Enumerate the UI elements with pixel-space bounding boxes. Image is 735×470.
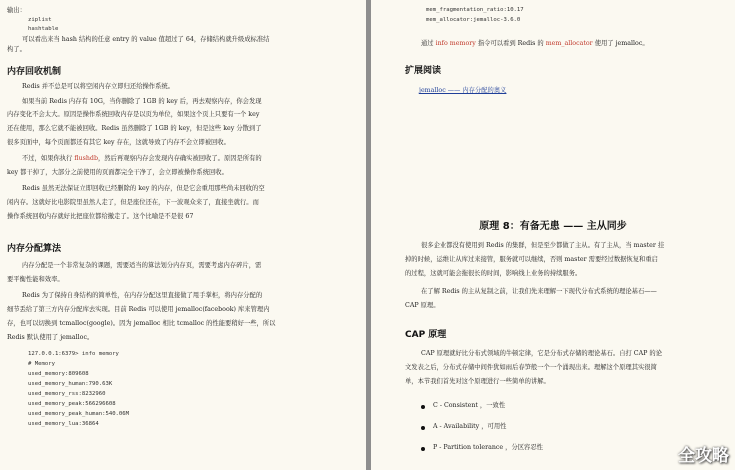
section-heading-further-reading: 扩展阅读 bbox=[405, 66, 442, 76]
bullet-item-consistent: C - Consistent ，一致性 bbox=[433, 402, 506, 409]
chapter-title: 原理 8：有备无患 —— 主从同步 bbox=[479, 221, 627, 232]
paragraph-line: Redis 为了保持自身结构的简单性，在内存分配这里直接做了甩手掌柜，将内存分配的 bbox=[22, 292, 263, 299]
bullet-item-partition: P - Partition tolerance ，分区容忍性 bbox=[433, 444, 543, 451]
paragraph-line: 不过，如果你执行 flushdb，然后再观察内存会发现内存确实被回收了。原因是所有的 bbox=[22, 155, 262, 162]
section-heading-memory-reclaim: 内存回收机制 bbox=[7, 67, 62, 77]
paragraph-line: 单，本节我们首先对这个原理进行一些简单的讲解。 bbox=[405, 378, 550, 385]
bullet-item-availability: A - Availability ，可用性 bbox=[433, 423, 507, 430]
paragraph-line: CAP 原理就好比分布式领域的牛顿定律，它是分布式存储的理论基石。自打 CAP 的论 bbox=[421, 350, 663, 357]
paragraph-line: CAP 原理。 bbox=[405, 302, 440, 309]
code-line: mem_allocator:jemalloc-3.6.0 bbox=[426, 17, 521, 23]
paragraph-line: key 都干掉了，大部分之前使用的页面都完全干净了，会立即被操作系统回收。 bbox=[7, 169, 228, 176]
code-line: # Memory bbox=[28, 361, 55, 367]
bullet-icon bbox=[421, 447, 425, 451]
bullet-icon bbox=[421, 405, 425, 409]
watermark-logo: 全攻略 bbox=[678, 446, 729, 466]
code-line: used_memory_lua:36864 bbox=[28, 421, 99, 427]
paragraph-line: 文发表之后，分布式存储中间件犹如雨后春笋般一个一个涌现出来。理解这个原理其实很简 bbox=[405, 364, 657, 371]
right-page bbox=[371, 0, 735, 470]
section-heading-cap: CAP 原理 bbox=[405, 330, 447, 340]
code-line: used_memory_human:790.63K bbox=[28, 381, 113, 387]
code-line: used_memory_rss:8232960 bbox=[28, 391, 106, 397]
code-line: mem_fragmentation_ratio:10.17 bbox=[426, 7, 524, 13]
code-line: hashtable bbox=[28, 26, 59, 32]
paragraph-line: 内存变化不会太大。原因是操作系统回收内存是以页为单位，如果这个页上只要有一个 key bbox=[7, 111, 260, 118]
paragraph-line: Redis 默认使用了 jemalloc。 bbox=[7, 334, 94, 341]
info-memory-command: info memory bbox=[435, 40, 476, 47]
paragraph-line: 很多页面中，每个页面都还有其它 key 存在，这就导致了内存不会立即被回收。 bbox=[7, 139, 230, 146]
paragraph-line: 构了。 bbox=[7, 46, 26, 53]
paragraph-line: Redis 并不总是可以将空闲内存立即归还给操作系统。 bbox=[22, 83, 174, 90]
paragraph-line: 闲内存。这就好比电影院里虽然人走了，但是座位还在，下一波观众来了，直接坐就行。而 bbox=[7, 199, 259, 206]
paragraph-line: 细节丢给了第三方内存分配库去实现。目前 Redis 可以使用 jemalloc(facebook) 库来管理内 bbox=[7, 306, 270, 313]
paragraph-line: 可以看出来当 hash 结构的任意 entry 的 value 值超过了 64，存储结构就升级成标准结 bbox=[22, 36, 270, 43]
paragraph-line: 还在使用，那么它就不能被回收。Redis 虽然删除了 1GB 的 key，但是这些 key 分散到了 bbox=[7, 125, 262, 132]
left-page bbox=[0, 0, 366, 470]
code-line: used_memory_peak:566296608 bbox=[28, 401, 116, 407]
code-line: ziplist bbox=[28, 17, 52, 23]
paragraph-line: 操作系统回收内存就好比把座位都给撤走了。这个比喻是不是很 67 bbox=[7, 213, 194, 220]
paragraph-line: 如果当前 Redis 内存有 10G，当你删除了 1GB 的 key 后，再去观察内存，你会发现 bbox=[22, 98, 262, 105]
section-heading-memory-allocation: 内存分配算法 bbox=[7, 244, 62, 254]
code-line: used_memory_peak_human:540.06M bbox=[28, 411, 130, 417]
paragraph-line: 要平衡性能和效率。 bbox=[7, 276, 64, 283]
paragraph-line: Redis 虽然无法保证立即回收已经删除的 key 的内存，但是它会重用那些尚未回收的空 bbox=[22, 185, 265, 192]
code-line: used_memory:809608 bbox=[28, 371, 89, 377]
mem-allocator-field: mem_allocator bbox=[545, 40, 593, 47]
flushdb-command: flushdb bbox=[74, 155, 98, 162]
paragraph-line: 存，也可以切换到 tcmalloc(google)。因为 jemalloc 相比 tcmalloc 的性能要稍好一些，所以 bbox=[7, 320, 276, 327]
paragraph-line: 在了解 Redis 的主从复制之前，让我们先来理解一下现代分布式系统的理论基石—— bbox=[421, 288, 657, 295]
paragraph-line: 通过 info memory 指令可以看到 Redis 的 mem_allocator 使用了 jemalloc。 bbox=[421, 40, 649, 47]
paragraph-line: 掉的时候，运维让从库过来接管，服务就可以继续，否则 master 需要经过数据恢复和重启 bbox=[405, 256, 658, 263]
paragraph-line: 很多企业都没有使用到 Redis 的集群，但是至少都做了主从。有了主从，当 master 挂 bbox=[421, 242, 665, 249]
paragraph-line: 的过程，这就可能会拖很长的时间，影响线上业务的持续服务。 bbox=[405, 270, 582, 277]
code-line: 127.0.0.1:6379> info memory bbox=[28, 351, 119, 357]
paragraph-line: 内存分配是一个非常复杂的课题，需要适当的算法划分内存页，需要考虑内存碎片，需 bbox=[22, 262, 262, 269]
jemalloc-link[interactable]: jemalloc —— 内存分配的奥义 bbox=[419, 87, 507, 94]
bullet-icon bbox=[421, 426, 425, 430]
output-label: 输出： bbox=[7, 7, 26, 14]
